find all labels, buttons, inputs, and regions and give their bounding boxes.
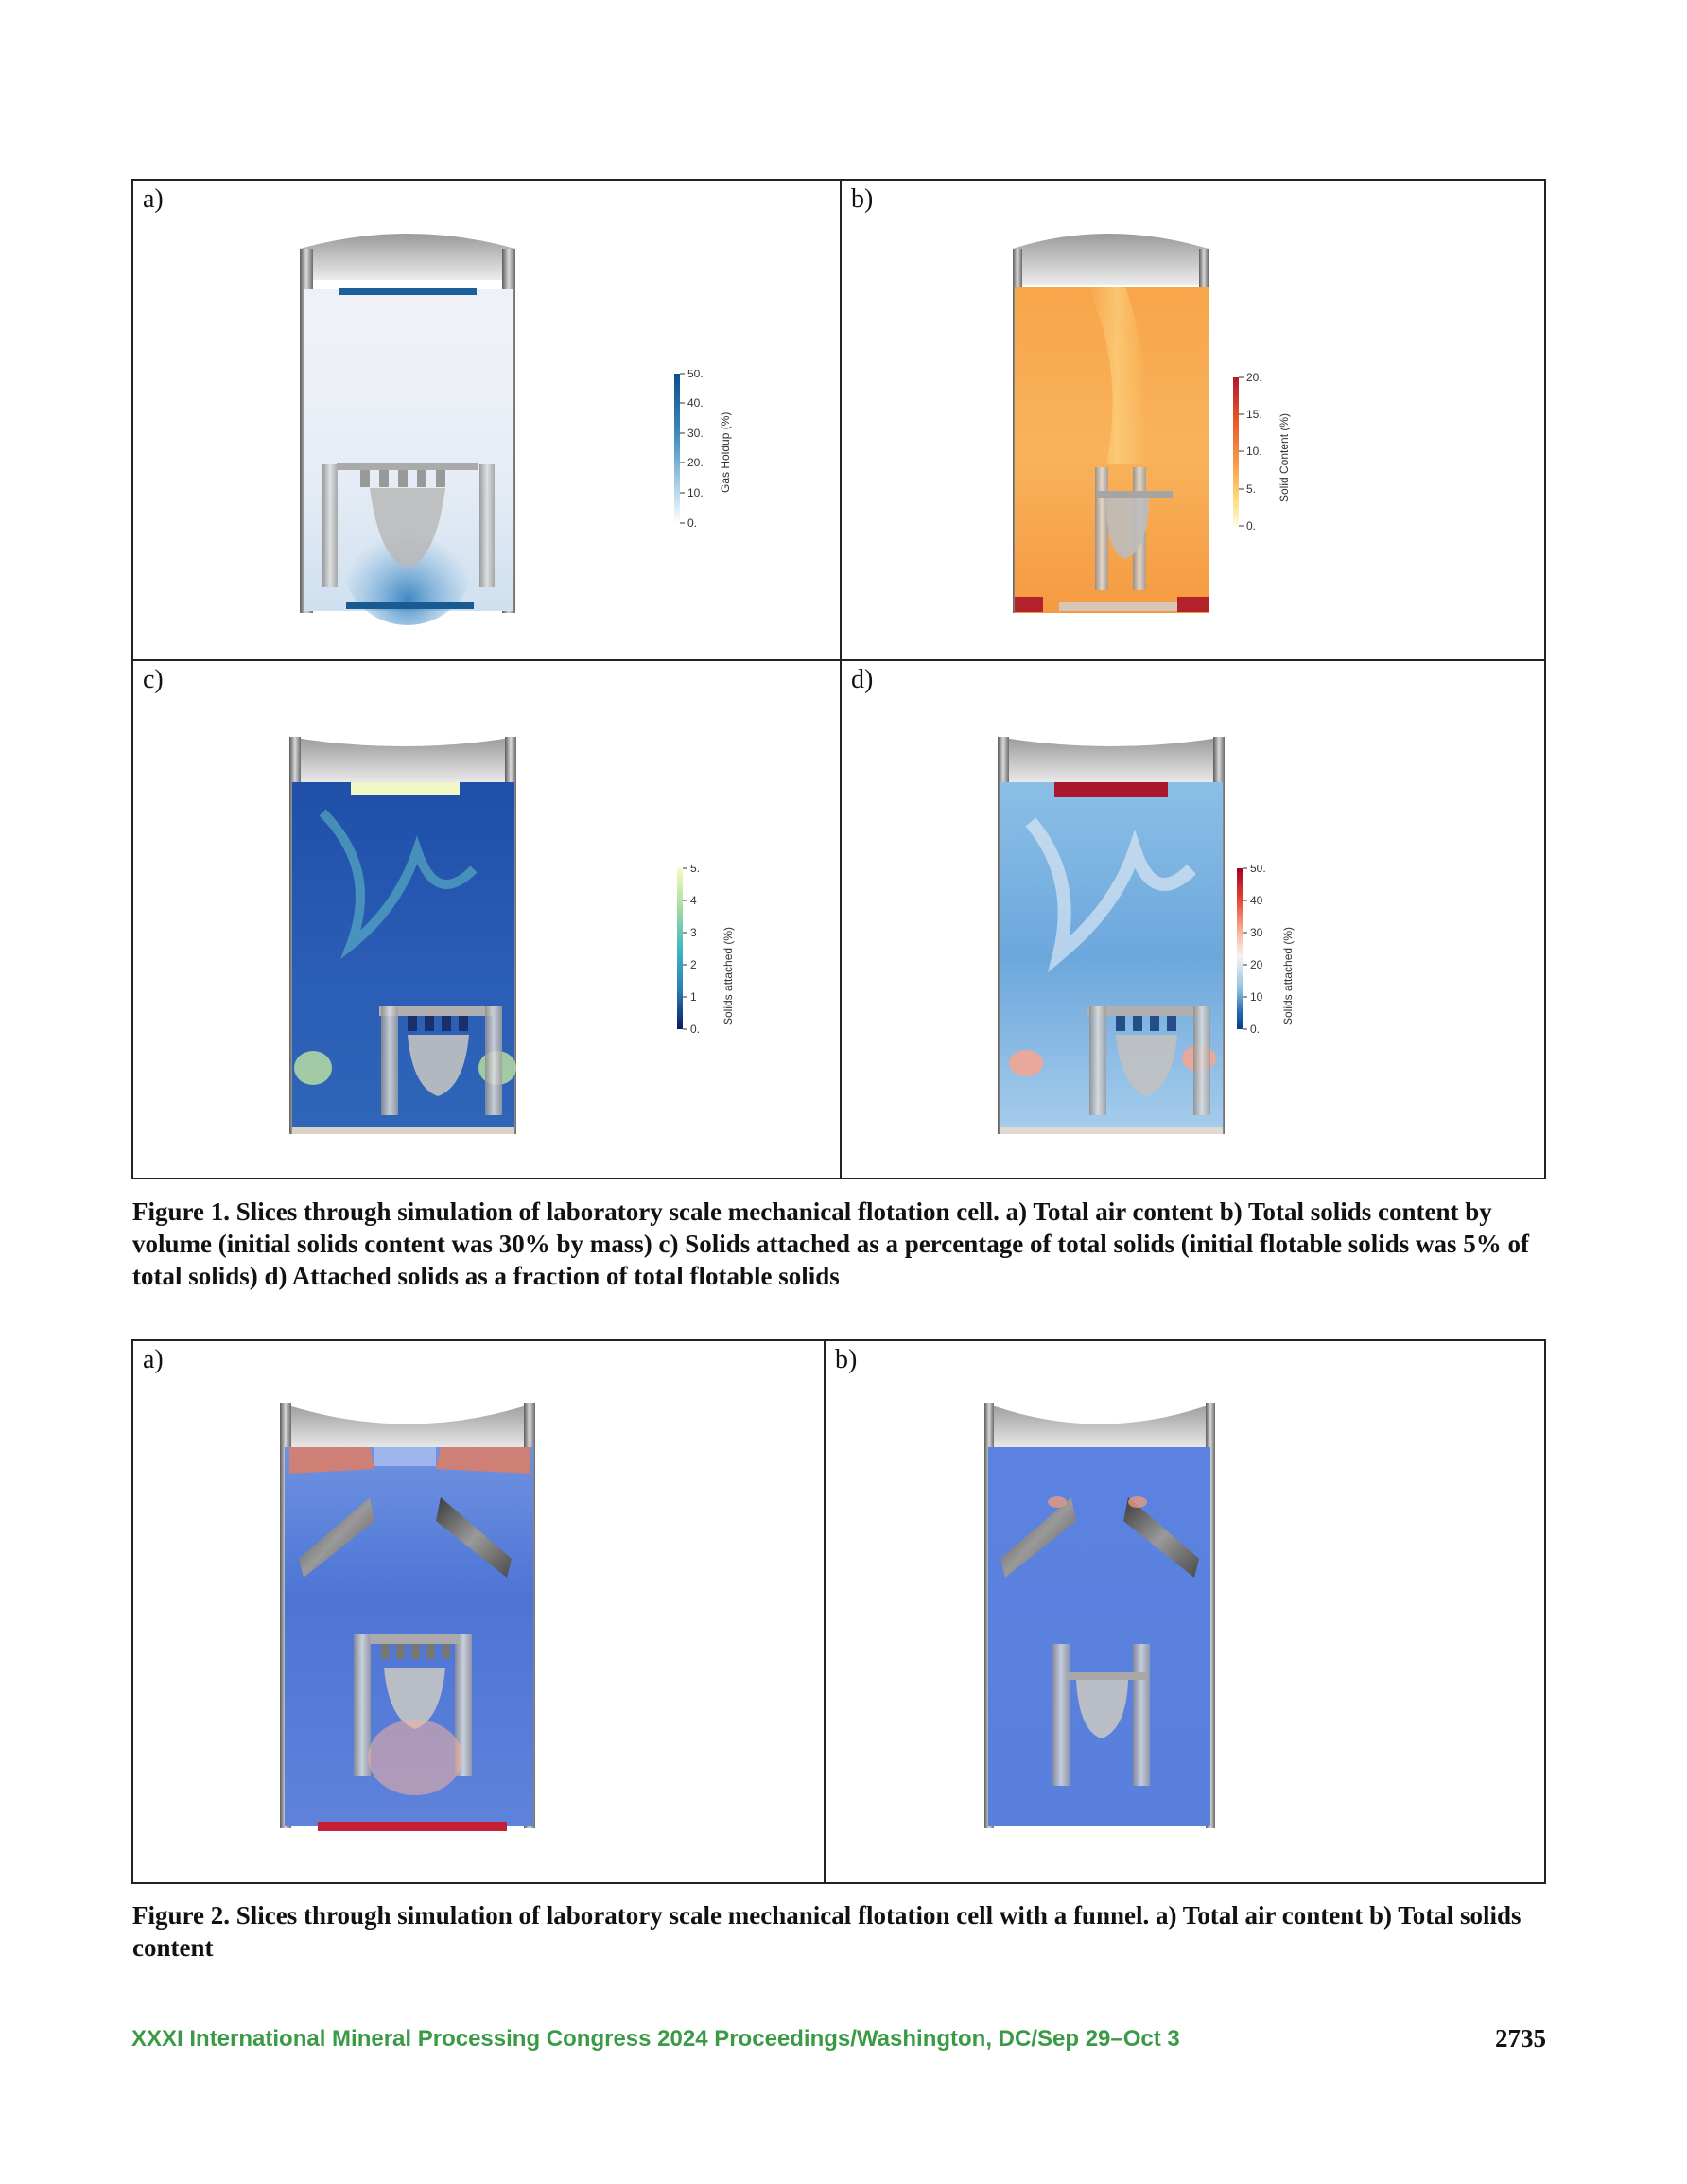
figure-1-panel-c — [133, 661, 840, 1179]
figure-2-panel-b — [826, 1341, 1546, 1884]
cell-render-attached-fraction — [842, 661, 1546, 1179]
colorbar-tick: 20. — [687, 456, 704, 469]
figure-2-grid — [131, 1339, 1546, 1884]
panel-label: d) — [851, 665, 874, 694]
colorbar-title: Gas Holdup (%) — [719, 411, 732, 493]
colorbar-tick: 2 — [690, 958, 697, 971]
panel-label: b) — [851, 184, 874, 214]
figure-1-grid — [131, 179, 1546, 1179]
figure-2-caption: Figure 2. Slices through simulation of laboratory scale mechanical flotation cell with a funnel. a) Total air content b) Total solids content — [132, 1901, 1522, 1962]
figure-1-panel-d — [842, 661, 1546, 1179]
panel-label: b) — [835, 1345, 858, 1374]
colorbar-tick: 20 — [1250, 958, 1263, 971]
colorbar-tick: 50. — [1250, 865, 1266, 875]
panel-label: a) — [143, 1345, 164, 1374]
colorbar-tick: 10. — [1246, 445, 1262, 458]
colorbar-solids-attached — [675, 865, 760, 1054]
figure-2-panel-a — [133, 1341, 824, 1884]
colorbar-tick: 10 — [1250, 990, 1263, 1004]
colorbar-solid-content — [1231, 370, 1316, 559]
colorbar-tick: 15. — [1246, 408, 1262, 421]
cell-render-funnel-solids — [826, 1341, 1546, 1884]
colorbar-tick: 1 — [690, 990, 697, 1004]
figure-1-caption: Figure 1. Slices through simulation of laboratory scale mechanical flotation cell. a) Total air content b) Total solids content by volume (initial solids content was 30% by mass) c) Solids attached as a percentage of total solids (initial flotable solids was 5% of total solids) d) Attached solids as a fraction of total flotable solids — [132, 1197, 1530, 1290]
colorbar-title: Solids attached (%) — [1281, 926, 1295, 1025]
colorbar-tick: 0. — [1246, 519, 1257, 533]
colorbar-tick: 20. — [1246, 371, 1262, 384]
cell-render-solid-content — [842, 181, 1546, 659]
panel-label: c) — [143, 665, 164, 694]
footer-proceedings: XXXI International Mineral Processing Congress 2024 Proceedings/Washington, DC/Sep 29–Oct 3 — [131, 2026, 1180, 2052]
colorbar-attached-fraction — [1235, 865, 1320, 1054]
colorbar-tick: 30 — [1250, 926, 1263, 939]
colorbar-tick: 40 — [1250, 894, 1263, 907]
colorbar-tick: 50. — [687, 370, 704, 380]
colorbar-tick: 5. — [1246, 482, 1257, 496]
page-number: 2735 — [1495, 2024, 1546, 2053]
figure-1-panel-b — [842, 181, 1546, 659]
colorbar-tick: 40. — [687, 396, 704, 410]
figure-1-panel-a — [133, 181, 840, 659]
colorbar-tick: 5. — [690, 865, 701, 875]
colorbar-tick: 0. — [690, 1022, 701, 1036]
panel-label: a) — [143, 184, 164, 214]
colorbar-tick: 4 — [690, 894, 697, 907]
colorbar-title: Solids attached (%) — [722, 926, 735, 1025]
cell-render-funnel-air — [133, 1341, 824, 1884]
colorbar-tick: 30. — [687, 427, 704, 440]
colorbar-gas-holdup — [672, 370, 757, 559]
colorbar-tick: 10. — [687, 486, 704, 499]
colorbar-tick: 0. — [1250, 1022, 1261, 1036]
colorbar-tick: 3 — [690, 926, 697, 939]
colorbar-tick: 0. — [687, 516, 698, 530]
colorbar-title: Solid Content (%) — [1278, 412, 1291, 502]
